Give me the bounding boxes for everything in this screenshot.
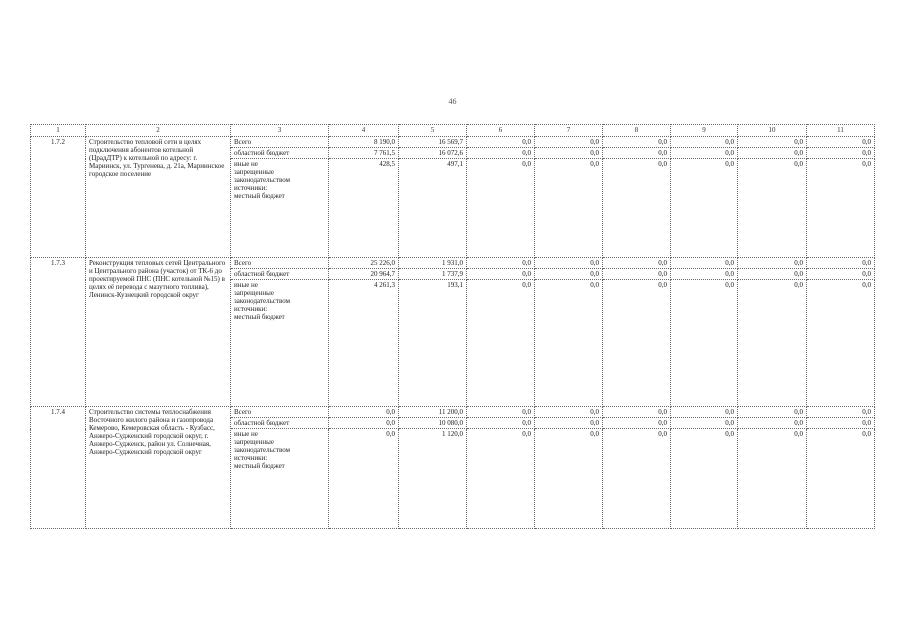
value-cell: 0,0 — [603, 159, 671, 258]
value-cell: 0,0 — [738, 159, 807, 258]
source-other-label — [231, 429, 329, 529]
row-index: 1.7.4 — [31, 407, 86, 529]
value-cell: 0,0 — [671, 148, 738, 159]
value-cell: 0,0 — [807, 269, 875, 280]
source-other-line: источники: — [234, 184, 268, 192]
value-cell: 0,0 — [807, 418, 875, 429]
column-header: 2 — [86, 125, 231, 137]
column-header: 10 — [738, 125, 807, 137]
table-row — [31, 258, 875, 269]
column-header: 4 — [329, 125, 399, 137]
value-cell: 0,0 — [329, 418, 399, 429]
value-cell: 0,0 — [738, 269, 807, 280]
column-header: 9 — [671, 125, 738, 137]
value-cell: 10 080,0 — [399, 418, 467, 429]
value-cell: 0,0 — [603, 418, 671, 429]
value-cell: 0,0 — [671, 280, 738, 407]
value-cell: 0,0 — [535, 429, 603, 529]
source-other-line: запрещенные — [234, 168, 274, 176]
source-other-line: источники: — [234, 454, 268, 462]
value-cell: 0,0 — [807, 159, 875, 258]
value-cell: 0,0 — [467, 258, 535, 269]
source-local-label: местный бюджет — [234, 192, 285, 200]
source-other-line: иные не — [234, 160, 258, 168]
value-cell: 16 569,7 — [399, 137, 467, 148]
value-cell: 0,0 — [807, 429, 875, 529]
table-row — [31, 137, 875, 148]
page-number: 46 — [448, 97, 457, 106]
value-cell: 497,1 — [399, 159, 467, 258]
column-header: 5 — [399, 125, 467, 137]
value-cell: 0,0 — [671, 269, 738, 280]
value-cell: 0,0 — [467, 148, 535, 159]
column-header: 7 — [535, 125, 603, 137]
source-other-line: законодательством — [234, 446, 291, 454]
value-cell: 0,0 — [535, 418, 603, 429]
source-other-line: законодательством — [234, 297, 291, 305]
row-index: 1.7.2 — [31, 137, 86, 258]
value-cell: 0,0 — [467, 407, 535, 418]
value-cell: 0,0 — [807, 148, 875, 159]
value-cell: 0,0 — [535, 269, 603, 280]
value-cell: 0,0 — [738, 148, 807, 159]
value-cell: 16 072,6 — [399, 148, 467, 159]
value-cell: 0,0 — [671, 258, 738, 269]
budget-table — [30, 124, 875, 529]
value-cell: 4 261,3 — [329, 280, 399, 407]
source-total-label: Всего — [231, 407, 329, 418]
source-local-label: местный бюджет — [234, 313, 285, 321]
value-cell: 0,0 — [535, 148, 603, 159]
value-cell: 428,5 — [329, 159, 399, 258]
source-local-label: местный бюджет — [234, 462, 285, 470]
table-row — [31, 407, 875, 418]
value-cell: 0,0 — [329, 407, 399, 418]
value-cell: 11 200,0 — [399, 407, 467, 418]
value-cell: 0,0 — [738, 418, 807, 429]
column-header: 11 — [807, 125, 875, 137]
value-cell: 0,0 — [467, 137, 535, 148]
value-cell: 0,0 — [603, 407, 671, 418]
value-cell: 193,1 — [399, 280, 467, 407]
source-total-label: Всего — [231, 258, 329, 269]
source-other-line: запрещенные — [234, 438, 274, 446]
project-name: Реконструкция тепловых сетей Центрального и Центрального района (участок) от ТК-6 до проектируемой ПНС (ПНС котельной №15) в целях её перевода с мазутного топлива), Ленинск-Кузнецкий городской округ — [86, 258, 231, 407]
value-cell: 0,0 — [467, 418, 535, 429]
value-cell: 0,0 — [603, 148, 671, 159]
value-cell: 0,0 — [807, 137, 875, 148]
value-cell: 0,0 — [603, 137, 671, 148]
value-cell: 0,0 — [738, 258, 807, 269]
value-cell: 1 737,9 — [399, 269, 467, 280]
value-cell: 0,0 — [671, 137, 738, 148]
value-cell: 8 190,0 — [329, 137, 399, 148]
value-cell: 0,0 — [807, 280, 875, 407]
header-row — [31, 125, 875, 137]
value-cell: 0,0 — [603, 429, 671, 529]
value-cell: 25 226,0 — [329, 258, 399, 269]
source-other-line: иные не — [234, 430, 258, 438]
value-cell: 0,0 — [535, 137, 603, 148]
source-other-label — [231, 280, 329, 407]
value-cell: 0,0 — [535, 407, 603, 418]
value-cell: 0,0 — [329, 429, 399, 529]
value-cell: 0,0 — [603, 258, 671, 269]
source-other-label — [231, 159, 329, 258]
value-cell: 0,0 — [603, 280, 671, 407]
project-name: Строительство системы теплоснабжения Восточного жилого района и газопровода Кемерово, Кемеровская область - Кузбасс, Анжеро-Судженский городской округ, г. Анжеро-Судженск, район ул. Солнечная, Анжеро-Судженский городской округ — [86, 407, 231, 529]
value-cell: 0,0 — [807, 258, 875, 269]
value-cell: 0,0 — [671, 429, 738, 529]
column-header: 6 — [467, 125, 535, 137]
value-cell: 0,0 — [535, 280, 603, 407]
value-cell: 0,0 — [603, 269, 671, 280]
value-cell: 0,0 — [467, 269, 535, 280]
source-other-line: законодательством — [234, 176, 291, 184]
column-header: 3 — [231, 125, 329, 137]
source-regional-label: областной бюджет — [231, 418, 329, 429]
value-cell: 1 120,0 — [399, 429, 467, 529]
source-total-label: Всего — [231, 137, 329, 148]
value-cell: 0,0 — [671, 159, 738, 258]
column-header: 1 — [31, 125, 86, 137]
value-cell: 0,0 — [807, 407, 875, 418]
value-cell: 0,0 — [467, 429, 535, 529]
value-cell: 0,0 — [671, 418, 738, 429]
value-cell: 0,0 — [738, 407, 807, 418]
value-cell: 0,0 — [738, 137, 807, 148]
value-cell: 0,0 — [467, 159, 535, 258]
source-other-line: запрещенные — [234, 289, 274, 297]
value-cell: 0,0 — [467, 280, 535, 407]
value-cell: 0,0 — [535, 159, 603, 258]
value-cell: 0,0 — [738, 429, 807, 529]
project-name: Строительство тепловой сети в целях подключения абонентов котельной (ЦрадДТР) к котельной по адресу: г. Мариинск, ул. Тургенева, д. 21а, Мариинское городское поселение — [86, 137, 231, 258]
source-other-line: иные не — [234, 281, 258, 289]
value-cell: 0,0 — [671, 407, 738, 418]
source-regional-label: областной бюджет — [231, 269, 329, 280]
value-cell: 0,0 — [738, 280, 807, 407]
value-cell: 20 964,7 — [329, 269, 399, 280]
row-index: 1.7.3 — [31, 258, 86, 407]
source-regional-label: областной бюджет — [231, 148, 329, 159]
value-cell: 1 931,0 — [399, 258, 467, 269]
value-cell: 7 761,5 — [329, 148, 399, 159]
source-other-line: источники: — [234, 305, 268, 313]
value-cell: 0,0 — [535, 258, 603, 269]
column-header: 8 — [603, 125, 671, 137]
